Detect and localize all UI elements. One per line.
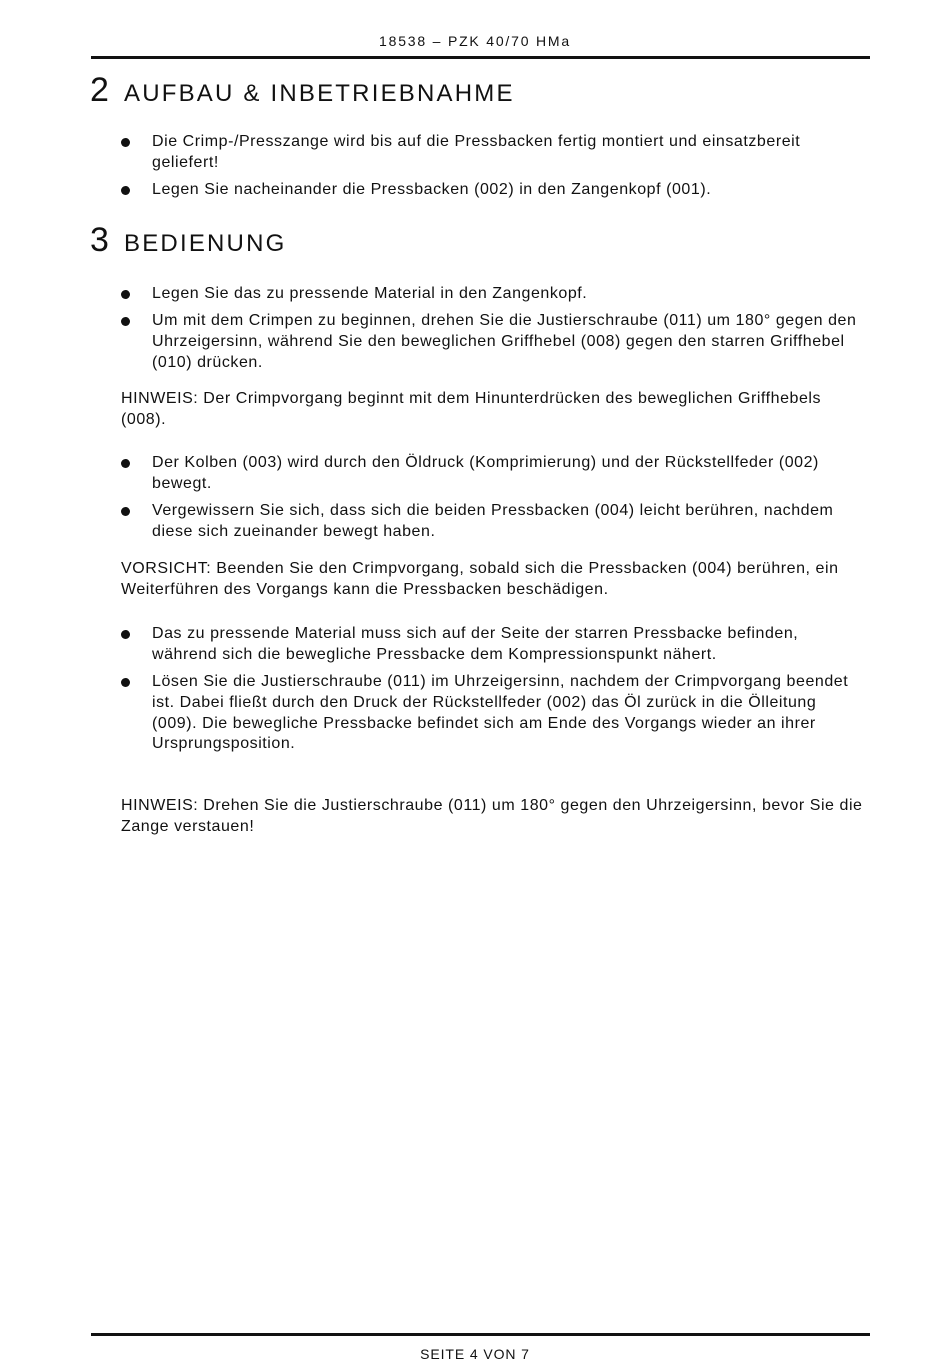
bullet-icon xyxy=(121,678,130,687)
section-3-list-3 xyxy=(121,624,863,762)
section-3-heading xyxy=(90,221,287,260)
hinweis-note-1: HINWEIS: Der Crimpvorgang beginnt mit dem Hinunterdrücken des beweglichen Griffhebels (008). xyxy=(121,390,822,428)
page-number: SEITE 4 VON 7 xyxy=(420,1346,530,1362)
list-item xyxy=(121,132,863,174)
section-2-list xyxy=(121,132,863,207)
list-item-text: Vergewissern Sie sich, dass sich die beiden Pressbacken (004) leicht berühren, nachdem diese sich zueinander bewegt haben. xyxy=(152,502,834,540)
section-2-title: AUFBAU & INBETRIEBNAHME xyxy=(124,80,515,107)
section-2-heading xyxy=(90,71,515,110)
bullet-icon xyxy=(121,507,130,516)
list-item-text: Lösen Sie die Justierschraube (011) im Uhrzeigersinn, nachdem der Crimpvorgang beendet ist. Dabei fließt durch den Druck der Rückstellfeder (002) das Öl zurück in die Ölleitung (009). Die bewegliche Pressbacke befindet sich am Ende des Vorgangs wieder an ihrer Ursprungsposition. xyxy=(152,673,849,753)
list-item xyxy=(121,672,863,755)
list-item xyxy=(121,624,863,666)
list-item-text: Um mit dem Crimpen zu beginnen, drehen Sie die Justierschraube (011) um 180° gegen den Uhrzeigersinn, während Sie den beweglichen Griffhebel (008) gegen den starren Griffhebel (010) drücken. xyxy=(152,312,857,371)
section-3-list-1 xyxy=(121,284,863,380)
section-3-title: BEDIENUNG xyxy=(124,230,287,257)
bullet-icon xyxy=(121,317,130,326)
header-divider xyxy=(91,56,870,59)
list-item xyxy=(121,284,863,305)
bullet-icon xyxy=(121,290,130,299)
section-3-list-2 xyxy=(121,453,863,549)
list-item xyxy=(121,180,863,201)
list-item xyxy=(121,311,863,373)
section-2-number: 2 xyxy=(90,71,109,109)
list-item xyxy=(121,453,863,495)
bullet-icon xyxy=(121,459,130,468)
bullet-icon xyxy=(121,186,130,195)
list-item-text: Legen Sie das zu pressende Material in den Zangenkopf. xyxy=(152,285,588,302)
list-item-text: Der Kolben (003) wird durch den Öldruck (Komprimierung) und der Rückstellfeder (002) bewegt. xyxy=(152,454,819,492)
footer-divider xyxy=(91,1333,870,1336)
bullet-icon xyxy=(121,138,130,147)
list-item-text: Das zu pressende Material muss sich auf der Seite der starren Pressbacke befinden, während sich die bewegliche Pressbacke dem Kompressionspunkt nähert. xyxy=(152,625,799,663)
vorsicht-caution: VORSICHT: Beenden Sie den Crimpvorgang, sobald sich die Pressbacken (004) berühren, ein Weiterführen des Vorgangs kann die Pressbacken beschädigen. xyxy=(121,560,839,598)
document-header-title: 18538 – PZK 40/70 HMa xyxy=(379,33,571,49)
list-item-text: Legen Sie nacheinander die Pressbacken (002) in den Zangenkopf (001). xyxy=(152,181,712,199)
bullet-icon xyxy=(121,630,130,639)
list-item-text: Die Crimp-/Presszange wird bis auf die Pressbacken fertig montiert und einsatzbereit geliefert! xyxy=(152,133,801,171)
list-item xyxy=(121,501,863,543)
hinweis-note-2: HINWEIS: Drehen Sie die Justierschraube (011) um 180° gegen den Uhrzeigersinn, bevor Sie die Zange verstauen! xyxy=(121,797,863,835)
section-3-number: 3 xyxy=(90,221,109,259)
